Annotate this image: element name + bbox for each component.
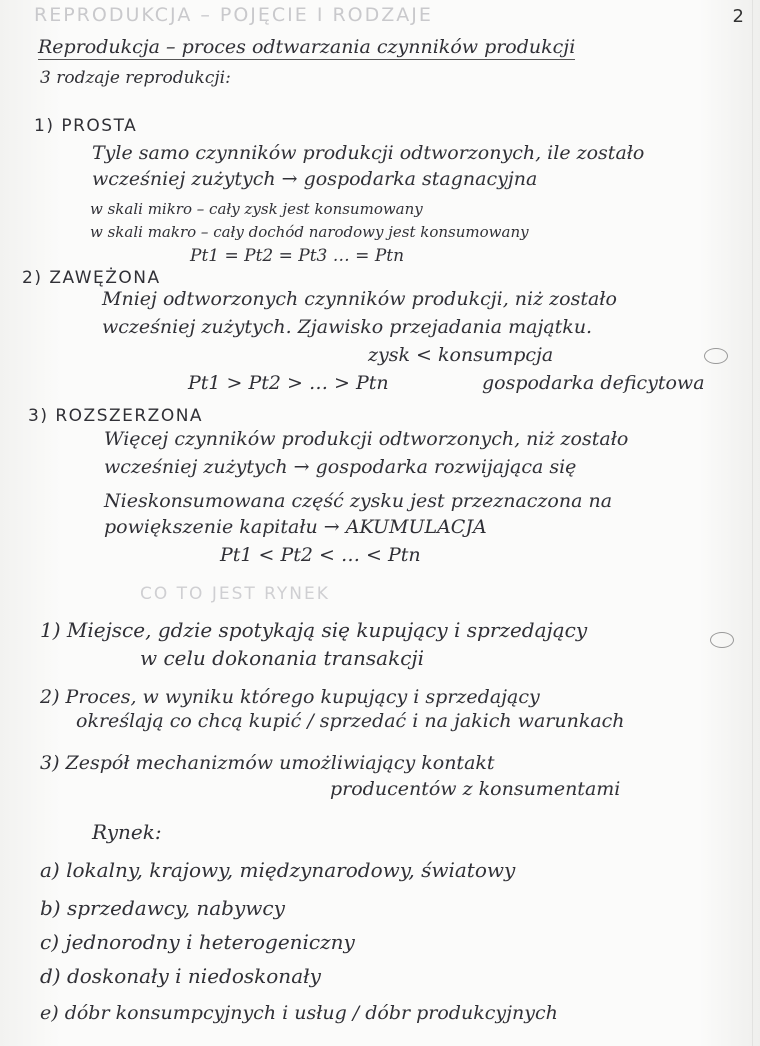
page-number: 2 — [732, 6, 744, 27]
rynek-type-e: e) dóbr konsumpcyjnych i usług / dóbr produkcyjnych — [40, 1002, 558, 1024]
rynek-item-1a: 1) Miejsce, gdzie spotykają się kupujący i sprzedający — [40, 618, 588, 642]
rynek-type-b: b) sprzedawcy, nabywcy — [40, 896, 285, 920]
prosta-formula: Pt1 = Pt2 = Pt3 … = Ptn — [190, 246, 405, 266]
rozszerzona-line-4: powiększenie kapitału → AKUMULACJA — [104, 516, 487, 538]
rozszerzona-line-1: Więcej czynników produkcji odtworzonych, niż zostało — [104, 428, 629, 450]
rynek-item-1b: w celu dokonania transakcji — [140, 646, 425, 670]
rynek-heading: CO TO JEST RYNEK — [140, 584, 330, 604]
rynek-type-a: a) lokalny, krajowy, międzynarodowy, światowy — [40, 858, 516, 882]
rozszerzona-line-3: Nieskonsumowana część zysku jest przeznaczona na — [104, 490, 613, 512]
ink-smudge — [710, 632, 734, 648]
zawezona-line-3: zysk < konsumpcja — [368, 344, 554, 366]
ink-smudge — [704, 348, 728, 364]
zawezona-note: gospodarka deficytowa — [482, 372, 705, 394]
page-edge — [752, 0, 753, 1046]
zawezona-line-1: Mniej odtworzonych czynników produkcji, niż zostało — [102, 288, 617, 310]
prosta-line-1: Tyle samo czynników produkcji odtworzonych, ile zostało — [92, 142, 645, 164]
rynek-type-d: d) doskonały i niedoskonały — [40, 964, 321, 988]
prosta-line-2: wcześniej zużytych → gospodarka stagnacyjna — [92, 168, 538, 190]
page-title: REPRODUKCJA – POJĘCIE I RODZAJE — [34, 4, 433, 26]
section-heading-prosta: 1) PROSTA — [34, 116, 138, 136]
definition-line: Reprodukcja – proces odtwarzania czynników produkcji — [38, 36, 576, 58]
prosta-line-3: w skali mikro – cały zysk jest konsumowany — [90, 200, 423, 218]
rynek-item-3a: 3) Zespół mechanizmów umożliwiający kontakt — [40, 752, 495, 774]
rynek-item-2b: określają co chcą kupić / sprzedać i na jakich warunkach — [76, 710, 625, 732]
rynek-item-2a: 2) Proces, w wyniku którego kupujący i sprzedający — [40, 686, 540, 708]
types-intro: 3 rodzaje reprodukcji: — [40, 68, 231, 88]
prosta-line-4: w skali makro – cały dochód narodowy jest konsumowany — [90, 223, 529, 241]
rynek-type-c: c) jednorodny i heterogeniczny — [40, 930, 355, 954]
section-heading-zawezona: 2) ZAWĘŻONA — [22, 268, 161, 288]
section-heading-rozszerzona: 3) ROZSZERZONA — [28, 406, 204, 426]
zawezona-line-2: wcześniej zużytych. Zjawisko przejadania majątku. — [102, 316, 593, 338]
rozszerzona-line-2: wcześniej zużytych → gospodarka rozwijająca się — [104, 456, 577, 478]
rynek-item-3b: producentów z konsumentami — [330, 778, 621, 800]
rozszerzona-formula: Pt1 < Pt2 < … < Ptn — [220, 544, 421, 566]
zawezona-formula: Pt1 > Pt2 > … > Ptn — [188, 372, 389, 394]
rynek-types-heading: Rynek: — [92, 820, 162, 844]
